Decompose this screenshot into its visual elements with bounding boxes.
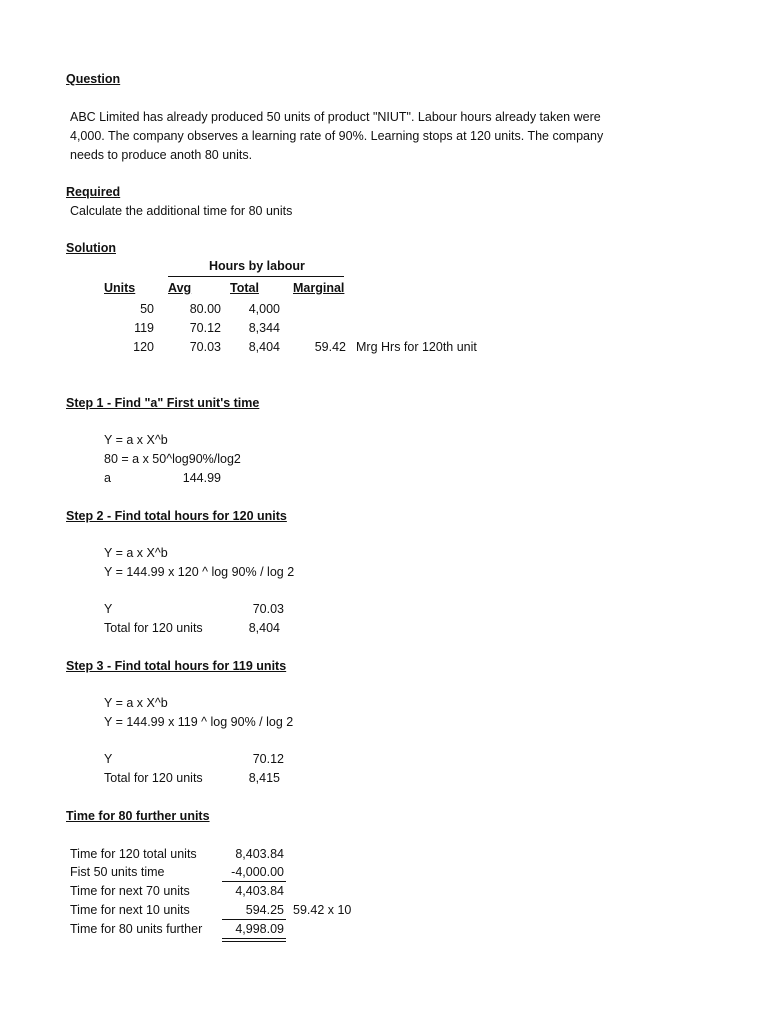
- further-row-label: Time for 120 total units: [70, 847, 197, 861]
- grand-total-value: 4,998.09: [235, 922, 284, 936]
- further-row-value: 8,403.84: [235, 847, 284, 861]
- col-header-units: Units: [104, 281, 136, 295]
- further-heading: Time for 80 further units: [66, 809, 210, 823]
- table-cell-marginal: 59.42: [314, 340, 346, 354]
- table-cell-units: 50: [140, 302, 154, 316]
- step1-heading: Step 1 - Find "a" First unit's time: [66, 396, 260, 410]
- further-row-label: Fist 50 units time: [70, 865, 165, 879]
- table-cell-avg: 70.03: [189, 340, 221, 354]
- solution-heading: Solution: [66, 241, 116, 255]
- table-cell-note: Mrg Hrs for 120th unit: [356, 340, 477, 354]
- step2-formula: Y = a x X^b: [104, 546, 168, 560]
- further-row-note: 59.42 x 10: [293, 903, 352, 917]
- step3-total-value: 8,415: [248, 771, 280, 785]
- table-cell-avg: 80.00: [189, 302, 221, 316]
- further-row-label: Time for next 10 units: [70, 903, 190, 917]
- step1-formula: Y = a x X^b: [104, 433, 168, 447]
- step3-formula: Y = a x X^b: [104, 696, 168, 710]
- table-cell-total: 4,000: [248, 302, 280, 316]
- question-line-1: ABC Limited has already produced 50 units of product "NIUT". Labour hours already taken were: [70, 110, 601, 124]
- table-group-header: Hours by labour: [209, 259, 305, 273]
- col-header-marginal: Marginal: [293, 281, 345, 295]
- double-underline-bottom: [222, 941, 286, 942]
- table-cell-avg: 70.12: [189, 321, 221, 335]
- double-underline-top: [222, 938, 286, 939]
- col-header-avg: Avg: [168, 281, 192, 295]
- table-cell-units: 119: [134, 321, 154, 335]
- step2-substitution: Y = 144.99 x 120 ^ log 90% / log 2: [104, 565, 295, 579]
- step3-y-label: Y: [104, 752, 113, 766]
- required-heading: Required: [66, 185, 121, 199]
- step2-y-value: 70.03: [252, 602, 284, 616]
- step3-heading: Step 3 - Find total hours for 119 units: [66, 659, 287, 673]
- table-cell-total: 8,344: [248, 321, 280, 335]
- table-cell-total: 8,404: [248, 340, 280, 354]
- further-row-value: 594.25: [245, 903, 284, 917]
- question-line-3: needs to produce anoth 80 units.: [70, 148, 253, 162]
- step2-y-label: Y: [104, 602, 113, 616]
- further-row-label: Time for 80 units further: [70, 922, 203, 936]
- step2-total-value: 8,404: [248, 621, 280, 635]
- step1-result-value: 144.99: [182, 471, 221, 485]
- table-cell-units: 120: [133, 340, 154, 354]
- step3-total-label: Total for 120 units: [104, 771, 203, 785]
- further-row-value: 4,403.84: [235, 884, 284, 898]
- total-top-rule: [222, 919, 286, 920]
- question-heading: Question: [66, 72, 121, 86]
- step2-total-label: Total for 120 units: [104, 621, 203, 635]
- col-header-total: Total: [230, 281, 259, 295]
- step2-heading: Step 2 - Find total hours for 120 units: [66, 509, 287, 523]
- required-text: Calculate the additional time for 80 units: [70, 204, 293, 218]
- question-line-2: 4,000. The company observes a learning rate of 90%. Learning stops at 120 units. The company: [70, 129, 604, 143]
- step1-substitution: 80 = a x 50^log90%/log2: [104, 452, 241, 466]
- group-header-rule: [168, 276, 344, 277]
- further-row-value: -4,000.00: [231, 865, 284, 879]
- step3-substitution: Y = 144.99 x 119 ^ log 90% / log 2: [104, 715, 294, 729]
- further-row-label: Time for next 70 units: [70, 884, 190, 898]
- step3-y-value: 70.12: [252, 752, 284, 766]
- subtotal-rule: [222, 881, 286, 882]
- step1-result-label: a: [104, 471, 111, 485]
